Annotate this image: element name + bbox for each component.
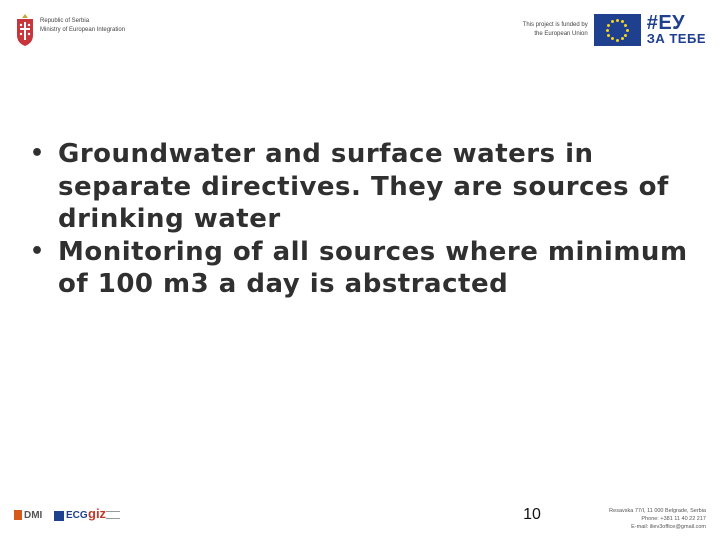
contact-info [609,507,706,531]
eu-star-icon [607,34,610,37]
serbia-line-2: Ministry of European Integration [40,27,126,33]
eu-star-icon [611,37,614,40]
eu-star-icon [624,34,627,37]
bullet-item [30,236,690,301]
slide-body [30,138,690,301]
bullet-text: Monitoring of all sources where minimum of 100 m3 a day is abstracted [58,236,688,299]
slide-footer [0,500,720,540]
eu-star-icon [624,24,627,27]
serbia-coat-of-arms-icon [14,13,36,47]
serbia-text [40,17,125,35]
eu-star-icon [621,37,624,40]
eu-funded-line-1: This project is funded by [522,22,588,28]
slide-header [0,0,720,60]
campaign-line-1: #ЕУ [646,12,686,34]
giz-logo: giz [88,506,107,521]
eu-star-icon [611,20,614,23]
ecg-mark-icon [54,511,64,521]
contact-phone: Phone: +381 11 40 22 217 [641,516,706,522]
eu-logo-block [523,14,706,46]
bullet-dot-icon: • [30,238,45,264]
eu-za-tebe-logo [647,14,706,46]
contact-email: E-mail: iliev3office@gmail.com [631,524,706,530]
serbia-line-1: Republic of Serbia [40,18,90,24]
campaign-line-2: ЗА ТЕБЕ [646,31,706,46]
bullet-dot-icon: • [30,141,45,166]
ecg-label: ECG [66,510,88,521]
eu-funded-line-2: the European Union [534,31,588,37]
eu-star-icon [616,19,619,22]
page-number: 10 [523,506,541,523]
ecg-logo [54,510,88,522]
eu-star-icon [621,20,624,23]
serbia-logo-block [14,13,125,47]
bullet-item [30,138,690,236]
eu-star-icon [607,24,610,27]
dmi-mark-icon [14,510,22,520]
eu-star-icon [606,29,609,32]
giz-subline-icon [106,511,120,519]
dmi-label: DMI [24,510,43,521]
dmi-logo [14,510,42,522]
contact-address: Resavska 77/I, 11 000 Belgrade, Serbia [609,508,706,514]
eu-star-icon [616,39,619,42]
eu-flag-icon [594,14,641,46]
eu-funded-text [523,21,588,39]
bullet-text: Groundwater and surface waters in separate directives. They are sources of drinking water [58,139,669,234]
eu-star-icon [626,29,629,32]
